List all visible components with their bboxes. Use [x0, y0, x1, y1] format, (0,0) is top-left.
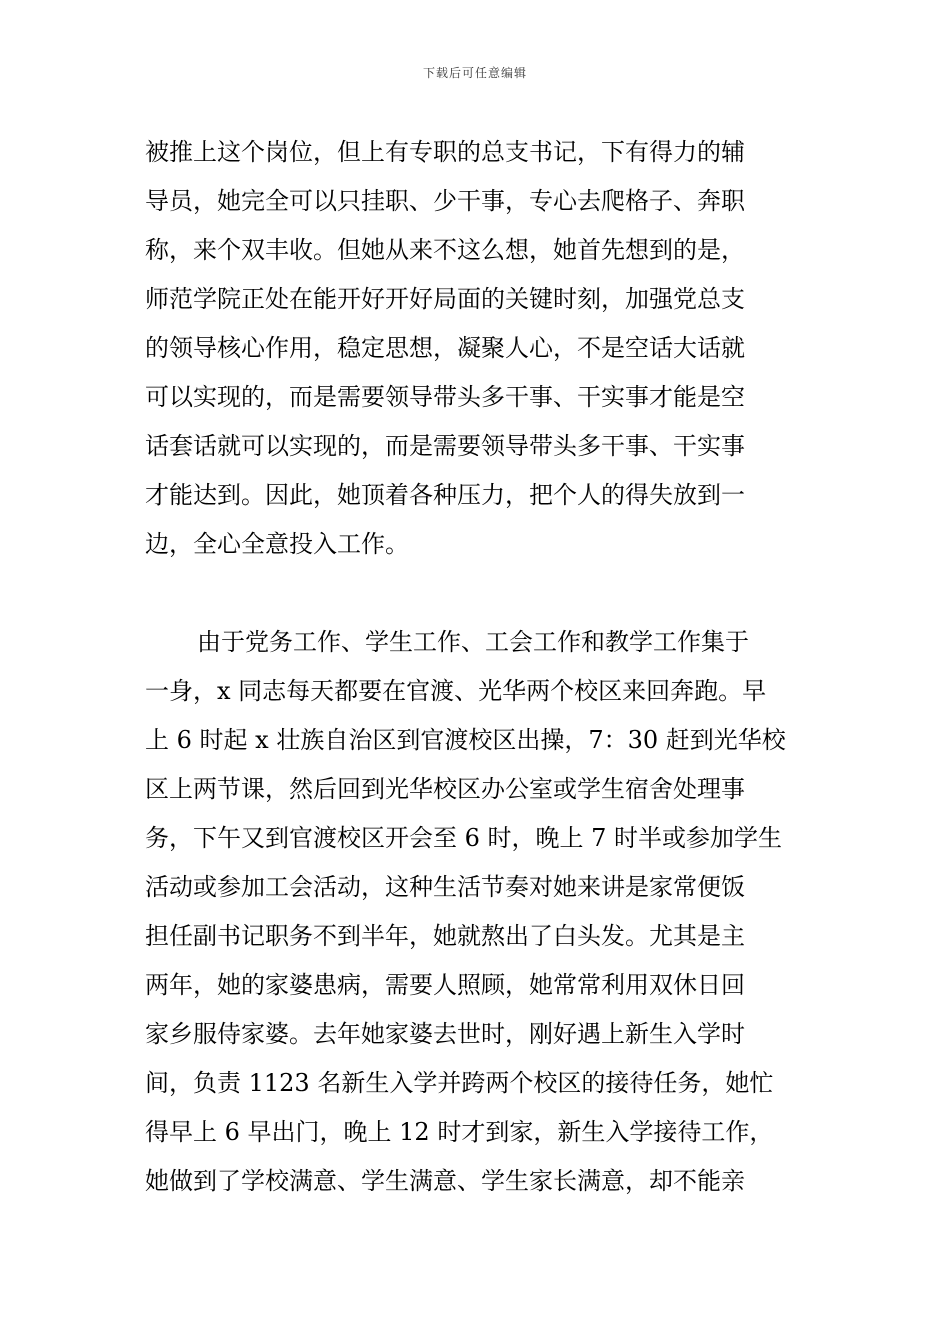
- text-line: 得早上 6 早出门，晚上 12 时才到家，新生入学接待工作，: [145, 1118, 774, 1146]
- text-line: 边，全心全意投入工作。: [145, 530, 409, 558]
- text-line: 上 6 时起 x 壮族自治区到官渡校区出操，7：30 赶到光华校: [145, 726, 786, 754]
- text-line: 才能达到。因此，她顶着各种压力，把个人的得失放到一: [145, 481, 745, 509]
- page-header: 下载后可任意编辑: [422, 66, 527, 80]
- paragraph-spacer: [145, 569, 815, 618]
- paragraph-1: [145, 128, 815, 569]
- text-line: 区上两节课，然后回到光华校区办公室或学生宿舍处理事: [145, 775, 745, 803]
- text-line: 称，来个双丰收。但她从来不这么想，她首先想到的是，: [145, 236, 745, 264]
- text-line: 活动或参加工会活动，这种生活节奏对她来讲是家常便饭: [145, 873, 745, 901]
- text-line: 的领导核心作用，稳定思想，凝聚人心，不是空话大话就: [145, 334, 745, 362]
- text-line: 话套话就可以实现的，而是需要领导带头多干事、干实事: [145, 432, 745, 460]
- document-body: [145, 128, 815, 1206]
- text-line: 间，负责 1123 名新生入学并跨两个校区的接待任务，她忙: [145, 1069, 774, 1097]
- text-line: 她做到了学校满意、学生满意、学生家长满意，却不能亲: [145, 1167, 745, 1195]
- text-line: 担任副书记职务不到半年，她就熬出了白头发。尤其是主: [145, 922, 745, 950]
- paragraph-2: [145, 618, 815, 1206]
- text-line: 被推上这个岗位，但上有专职的总支书记，下有得力的辅: [145, 138, 745, 166]
- text-line: 由于党务工作、学生工作、工会工作和教学工作集于: [197, 628, 749, 656]
- text-line: 可以实现的，而是需要领导带头多干事、干实事才能是空: [145, 383, 745, 411]
- text-line: 务，下午又到官渡校区开会至 6 时，晚上 7 时半或参加学生: [145, 824, 783, 852]
- text-line: 师范学院正处在能开好开好局面的关键时刻，加强党总支: [145, 285, 745, 313]
- text-line: 一身，x 同志每天都要在官渡、光华两个校区来回奔跑。早: [145, 677, 767, 705]
- text-line: 导员，她完全可以只挂职、少干事，专心去爬格子、奔职: [145, 187, 745, 215]
- text-line: 两年，她的家婆患病，需要人照顾，她常常利用双休日回: [145, 971, 745, 999]
- text-line: 家乡服侍家婆。去年她家婆去世时，刚好遇上新生入学时: [145, 1020, 745, 1048]
